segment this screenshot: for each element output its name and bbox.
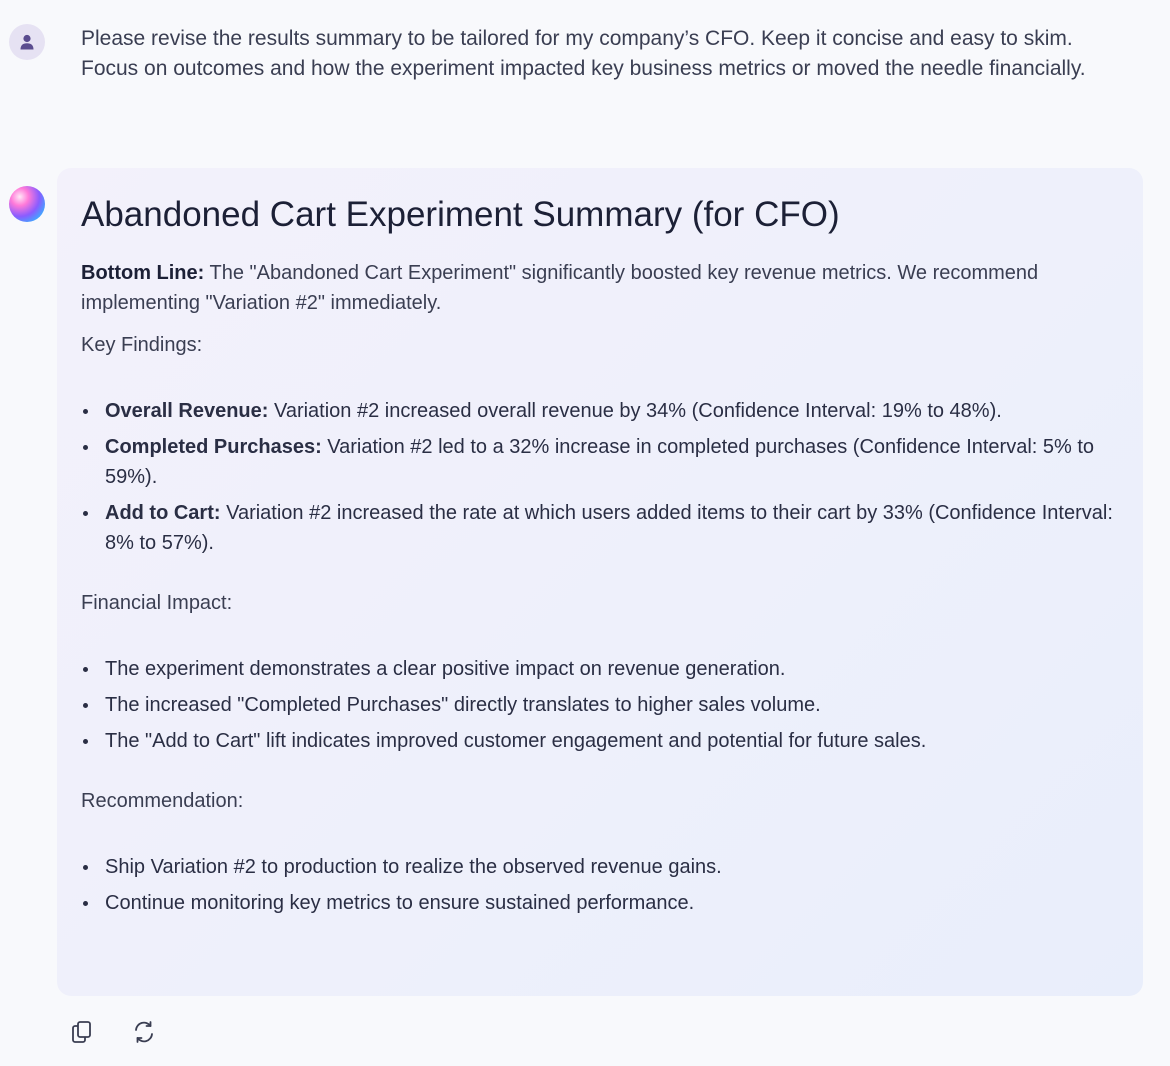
finding-text: Variation #2 increased overall revenue by 34% (Confidence Interval: 19% to 48%). <box>268 400 1002 422</box>
list-item <box>105 396 1121 426</box>
recommendation-list <box>81 852 1121 918</box>
finding-label: Completed Purchases: <box>105 436 322 458</box>
user-icon <box>18 33 36 51</box>
assistant-avatar <box>9 186 45 222</box>
finding-text: Variation #2 led to a 32% increase in completed purchases (Confidence Interval: 5% to 59%). <box>105 436 1095 488</box>
financial-impact-heading: Financial Impact: <box>81 592 233 614</box>
user-avatar <box>9 24 45 60</box>
list-item: The "Add to Cart" lift indicates improved customer engagement and potential for future sales. <box>105 726 1121 756</box>
key-findings-heading: Key Findings: <box>81 334 203 356</box>
response-actions <box>68 1016 158 1048</box>
user-message-text: Please revise the results summary to be tailored for my company’s CFO. Keep it concise and easy to skim. Focus on outcomes and how the experiment impacted key business metrics or moved the needle financially. <box>81 27 1086 80</box>
list-item: Ship Variation #2 to production to realize the observed revenue gains. <box>105 852 1121 882</box>
regenerate-icon <box>131 1019 157 1045</box>
finding-label: Add to Cart: <box>105 502 221 524</box>
financial-impact-list <box>81 654 1121 756</box>
response-title: Abandoned Cart Experiment Summary (for CFO) <box>81 195 840 234</box>
list-item: The experiment demonstrates a clear positive impact on revenue generation. <box>105 654 1121 684</box>
list-item <box>105 498 1121 558</box>
assistant-response-card <box>57 168 1143 996</box>
bottom-line <box>81 258 1121 318</box>
copy-button[interactable] <box>68 1016 96 1048</box>
list-item: Continue monitoring key metrics to ensure sustained performance. <box>105 888 1121 918</box>
key-findings-list <box>81 396 1121 558</box>
finding-text: Variation #2 increased the rate at which users added items to their cart by 33% (Confidence Interval: 8% to 57%). <box>105 502 1113 554</box>
list-item <box>105 432 1121 492</box>
recommendation-heading: Recommendation: <box>81 790 244 812</box>
bottom-line-label: Bottom Line: <box>81 262 205 284</box>
regenerate-button[interactable] <box>130 1016 158 1048</box>
bottom-line-text: The "Abandoned Cart Experiment" significantly boosted key revenue metrics. We recommend implementing "Variation #2" immediately. <box>81 262 1039 314</box>
copy-icon <box>69 1019 95 1045</box>
finding-label: Overall Revenue: <box>105 400 269 422</box>
list-item: The increased "Completed Purchases" directly translates to higher sales volume. <box>105 690 1121 720</box>
